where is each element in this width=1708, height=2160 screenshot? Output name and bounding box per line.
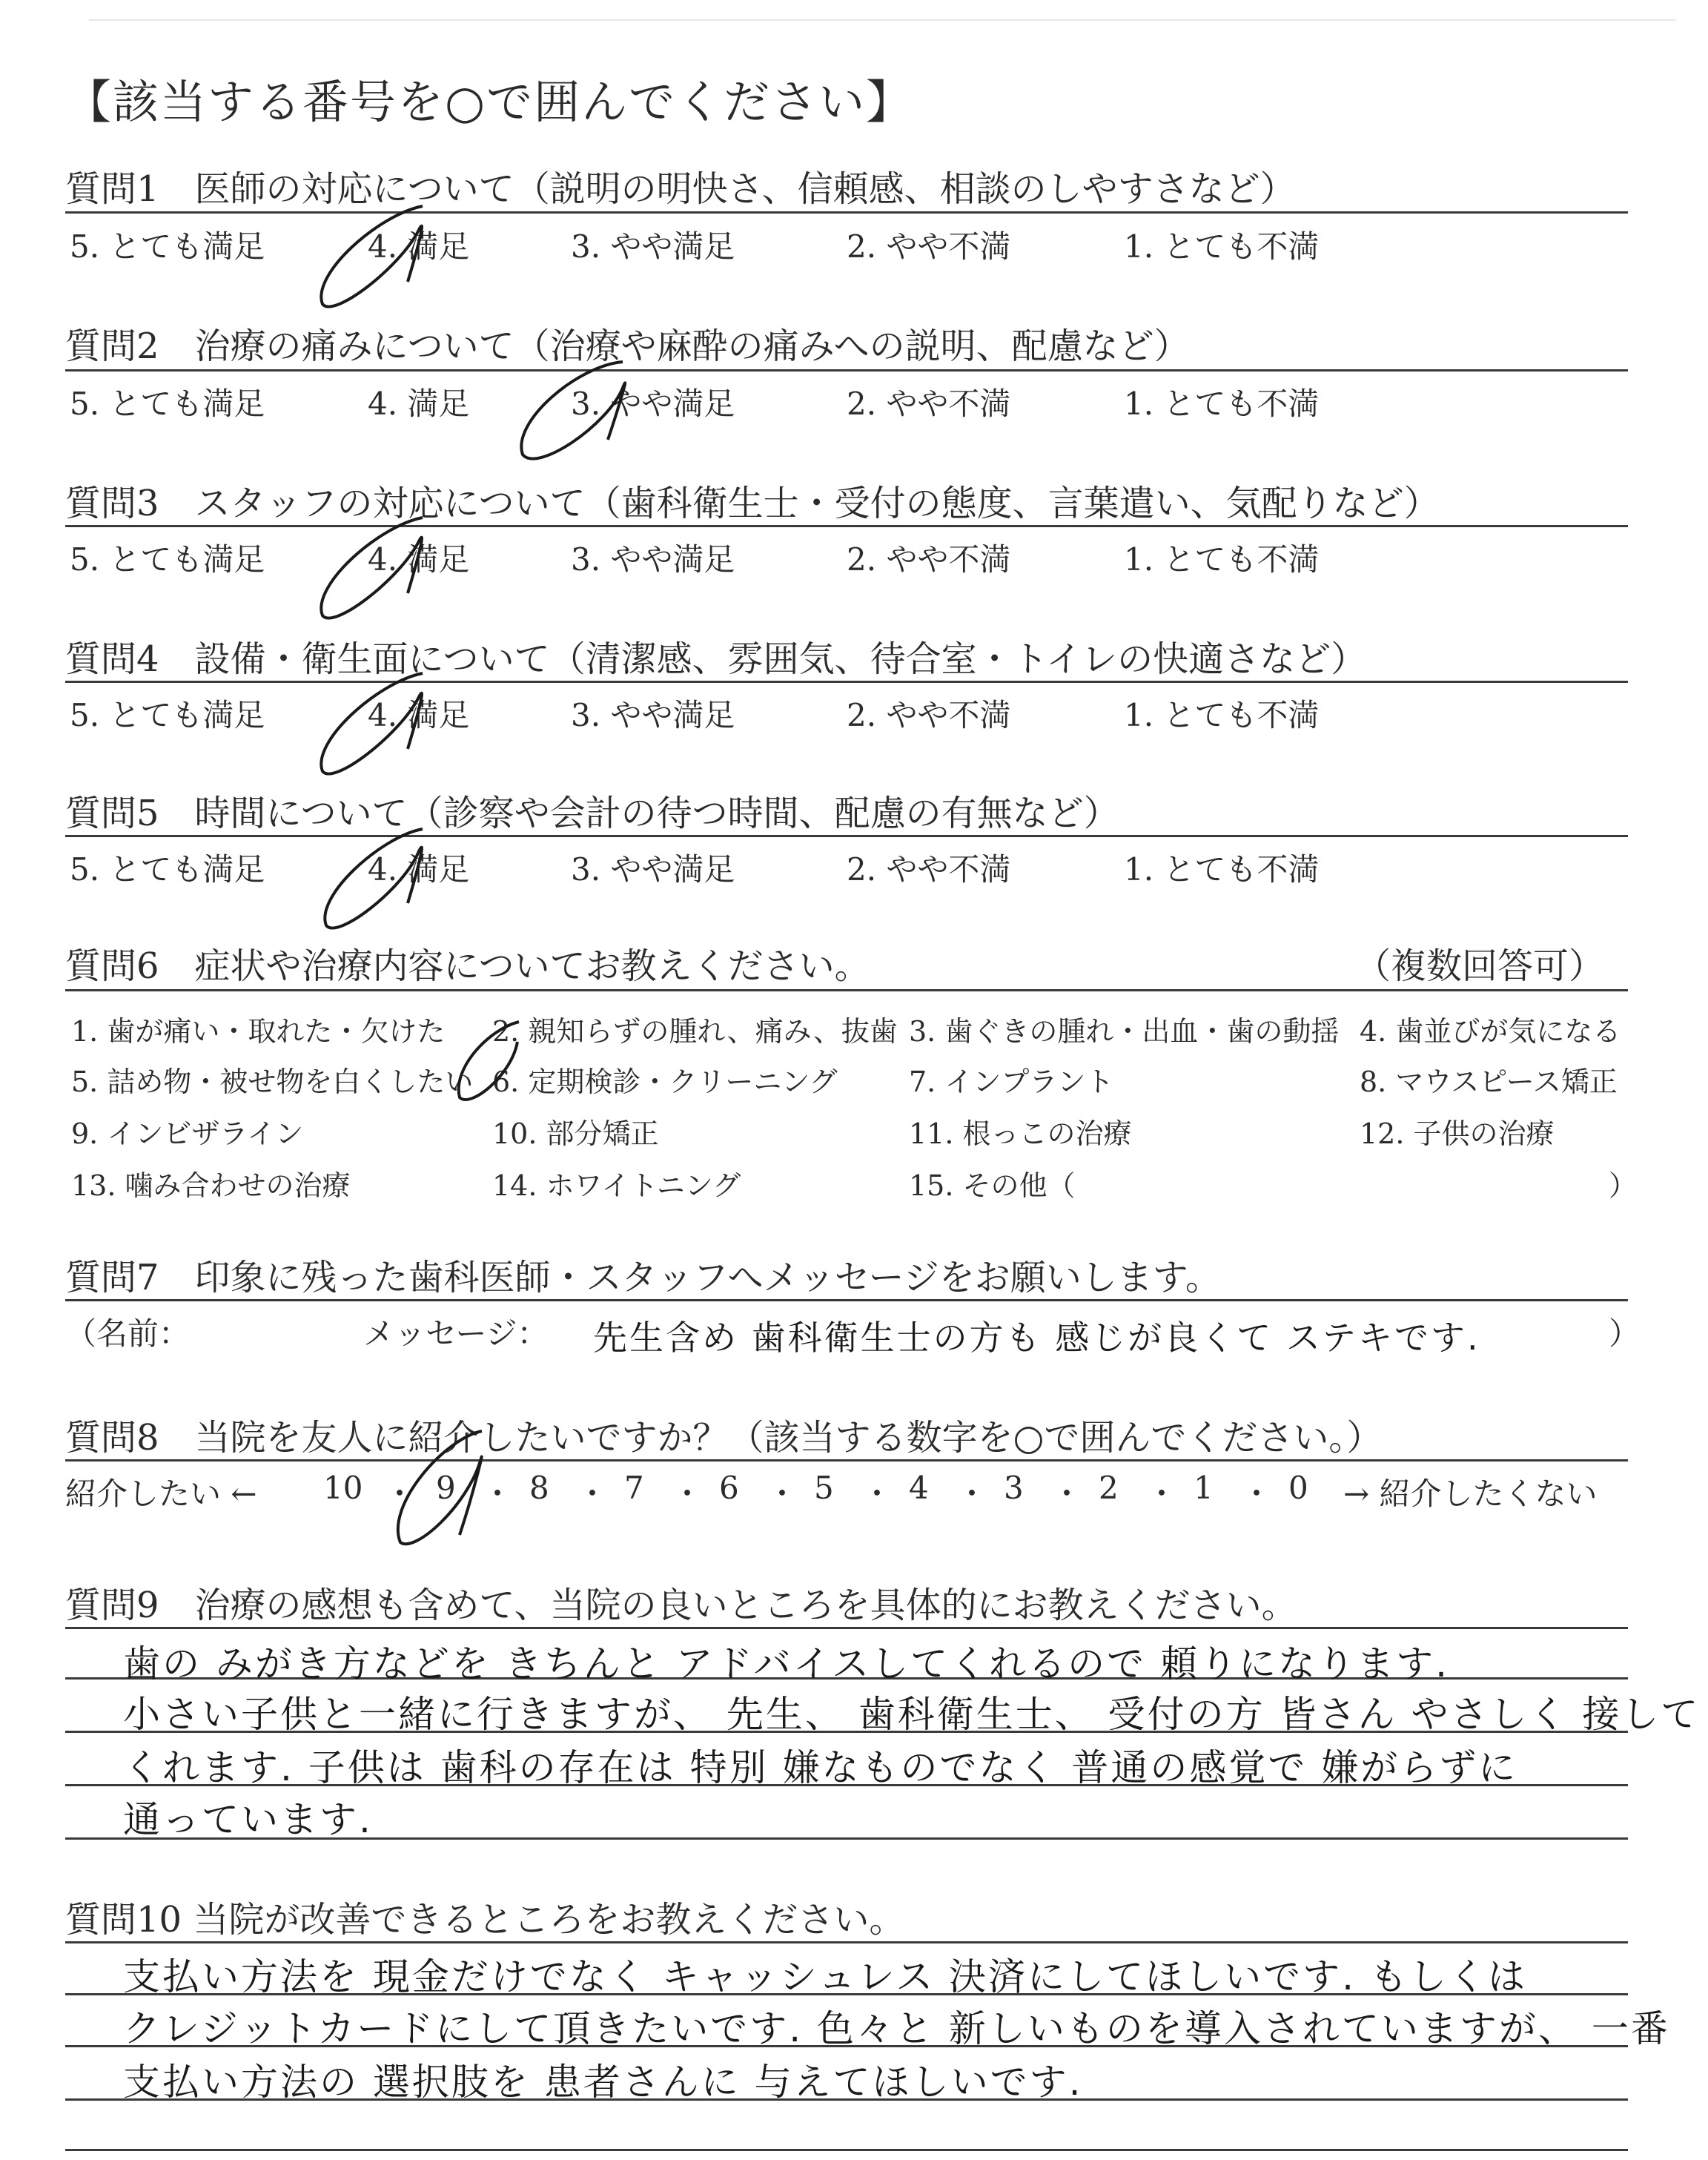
- q2-rule: [65, 369, 1628, 371]
- q1-title: 質問1 医師の対応について（説明の明快さ、信頼感、相談のしやすさなど）: [65, 168, 1296, 210]
- q8-scale-0[interactable]: 0: [1288, 1470, 1308, 1506]
- q4-option-4[interactable]: 4. 満足: [368, 697, 470, 733]
- q9-title: 質問9 治療の感想も含めて、当院の良いところを具体的にお教えください。: [65, 1585, 1297, 1626]
- q4-option-1[interactable]: 1. とても不満: [1124, 697, 1320, 733]
- q8-right-label: → 紹介したくない: [1343, 1476, 1598, 1512]
- q8-scale-7[interactable]: 7: [624, 1470, 644, 1506]
- q7-close-paren: ）: [1609, 1315, 1641, 1352]
- q8-scale-2[interactable]: 2: [1099, 1470, 1119, 1506]
- q6-option-12[interactable]: 12. 子供の治療: [1360, 1117, 1555, 1150]
- q8-scale-dot: ・: [384, 1476, 416, 1512]
- q8-scale-dot: ・: [1051, 1476, 1083, 1512]
- q5-selection-circle: [300, 822, 448, 940]
- q10-title: 質問10 当院が改善できるところをお教えください。: [65, 1899, 905, 1941]
- q8-scale-dot: ・: [861, 1476, 893, 1512]
- q8-scale-4[interactable]: 4: [909, 1470, 929, 1506]
- q6-note: （複数回答可）: [1355, 945, 1605, 987]
- q8-scale-dot: ・: [1146, 1476, 1178, 1512]
- q8-scale-3[interactable]: 3: [1004, 1470, 1024, 1506]
- q8-scale-dot: ・: [767, 1476, 798, 1512]
- q4-option-2[interactable]: 2. やや不満: [847, 697, 1011, 733]
- q2-selection-circle: [504, 354, 652, 473]
- q8-scale-9[interactable]: 9: [436, 1470, 456, 1506]
- q6-title: 質問6 症状や治療内容についてお教えください。: [65, 945, 870, 987]
- q6-selection-circle: [445, 1016, 534, 1112]
- q2-option-3[interactable]: 3. やや満足: [571, 386, 735, 422]
- q8-scale-dot: ・: [482, 1476, 514, 1512]
- q1-option-2[interactable]: 2. やや不満: [847, 228, 1011, 265]
- q6-option-5[interactable]: 5. 詰め物・被せ物を白くしたい: [71, 1066, 474, 1098]
- q1-option-5[interactable]: 5. とても満足: [70, 228, 265, 265]
- q8-left-label: 紹介したい ←: [65, 1476, 257, 1512]
- q5-option-5[interactable]: 5. とても満足: [70, 851, 265, 888]
- q8-scale-6[interactable]: 6: [719, 1470, 739, 1506]
- q1-option-4[interactable]: 4. 満足: [368, 228, 470, 265]
- q6-option-10[interactable]: 10. 部分矯正: [492, 1117, 659, 1150]
- q5-option-3[interactable]: 3. やや満足: [571, 851, 735, 888]
- q5-option-1[interactable]: 1. とても不満: [1124, 851, 1320, 888]
- q8-title: 質問8 当院を友人に紹介したいですか？（該当する数字を○で囲んでください。）: [65, 1417, 1383, 1459]
- q6-option-9[interactable]: 9. インビザライン: [71, 1117, 304, 1150]
- q8-scale-dot: ・: [1241, 1476, 1273, 1512]
- q7-rule: [65, 1299, 1628, 1301]
- page-header: 【該当する番号を○で囲んでください】: [65, 75, 914, 129]
- q6-option-2[interactable]: 2. 親知らずの腫れ、痛み、抜歯: [492, 1015, 898, 1048]
- q10-answer-line-2[interactable]: クレジットカードにして頂きたいです. 色々と 新しいものを導入されていますが、 一番: [123, 2007, 1670, 2050]
- q8-rule: [65, 1459, 1628, 1462]
- q3-option-2[interactable]: 2. やや不満: [847, 541, 1011, 578]
- q7-message[interactable]: 先生含め 歯科衛生士の方も 感じが良くて ステキです.: [593, 1318, 1480, 1358]
- q7-title: 質問7 印象に残った歯科医師・スタッフへメッセージをお願いします。: [65, 1257, 1221, 1298]
- q6-option-15[interactable]: 15. その他（: [909, 1169, 1076, 1202]
- q8-scale-dot: ・: [577, 1476, 609, 1512]
- q6-option-15-close: ）: [1609, 1169, 1638, 1202]
- q2-option-1[interactable]: 1. とても不満: [1124, 386, 1320, 422]
- q4-option-3[interactable]: 3. やや満足: [571, 697, 735, 733]
- q9-rule-1: [65, 1627, 1628, 1629]
- q5-option-4[interactable]: 4. 満足: [368, 851, 470, 888]
- q8-scale-5[interactable]: 5: [814, 1470, 834, 1506]
- q8-selection-circle: [371, 1424, 504, 1557]
- q2-option-4[interactable]: 4. 満足: [368, 386, 470, 422]
- top-border: [89, 19, 1675, 21]
- q7-name-label: （名前：: [65, 1315, 191, 1352]
- q4-selection-circle: [297, 667, 445, 786]
- q3-selection-circle: [297, 512, 445, 630]
- q10-answer-line-3[interactable]: 支払い方法の 選択肢を 患者さんに 与えてほしいです.: [123, 2061, 1083, 2104]
- q5-title: 質問5 時間について（診察や会計の待つ時間、配慮の有無など）: [65, 793, 1119, 834]
- q9-answer-line-4[interactable]: 通っています.: [123, 1798, 373, 1841]
- q7-message-label: メッセージ：: [363, 1315, 549, 1352]
- q3-option-4[interactable]: 4. 満足: [368, 541, 470, 578]
- q10-rule-1: [65, 1941, 1628, 1943]
- q6-option-8[interactable]: 8. マウスピース矯正: [1360, 1066, 1618, 1098]
- q6-option-11[interactable]: 11. 根っこの治療: [909, 1117, 1132, 1150]
- q10-rule-5: [65, 2149, 1628, 2151]
- q3-option-1[interactable]: 1. とても不満: [1124, 541, 1320, 578]
- q6-option-7[interactable]: 7. インプラント: [909, 1066, 1114, 1098]
- q6-option-14[interactable]: 14. ホワイトニング: [492, 1169, 741, 1202]
- q4-option-5[interactable]: 5. とても満足: [70, 697, 265, 733]
- q2-option-5[interactable]: 5. とても満足: [70, 386, 265, 422]
- q9-answer-line-2[interactable]: 小さい子供と一緒に行きますが、 先生、 歯科衛生士、 受付の方 皆さん やさしく 接して: [123, 1693, 1701, 1736]
- q3-option-5[interactable]: 5. とても満足: [70, 541, 265, 578]
- q6-option-4[interactable]: 4. 歯並びが気になる: [1360, 1015, 1621, 1048]
- q10-answer-line-1[interactable]: 支払い方法を 現金だけでなく キャッシュレス 決済にしてほしいです. もしくは: [123, 1955, 1527, 1998]
- q6-option-6[interactable]: 6. 定期検診・クリーニング: [492, 1066, 838, 1098]
- q5-option-2[interactable]: 2. やや不満: [847, 851, 1011, 888]
- q1-selection-circle: [297, 200, 445, 319]
- q6-rule: [65, 989, 1628, 991]
- q6-option-1[interactable]: 1. 歯が痛い・取れた・欠けた: [71, 1015, 446, 1048]
- q8-scale-8[interactable]: 8: [529, 1470, 549, 1506]
- q9-answer-line-3[interactable]: くれます. 子供は 歯科の存在は 特別 嫌なものでなく 普通の感覚で 嫌がらずに: [123, 1746, 1518, 1789]
- q3-option-3[interactable]: 3. やや満足: [571, 541, 735, 578]
- q1-option-1[interactable]: 1. とても不満: [1124, 228, 1320, 265]
- q9-answer-line-1[interactable]: 歯の みがき方などを きちんと アドバイスしてくれるので 頼りになります.: [123, 1642, 1449, 1685]
- q6-option-13[interactable]: 13. 噛み合わせの治療: [71, 1169, 351, 1202]
- q2-title: 質問2 治療の痛みについて（治療や麻酔の痛みへの説明、配慮など）: [65, 326, 1190, 367]
- q2-option-2[interactable]: 2. やや不満: [847, 386, 1011, 422]
- q8-scale-10[interactable]: 10: [323, 1470, 363, 1506]
- q8-scale-dot: ・: [956, 1476, 988, 1512]
- q1-option-3[interactable]: 3. やや満足: [571, 228, 735, 265]
- q8-scale-dot: ・: [672, 1476, 704, 1512]
- q4-title: 質問4 設備・衛生面について（清潔感、雰囲気、待合室・トイレの快適さなど）: [65, 638, 1367, 680]
- q8-scale-1[interactable]: 1: [1194, 1470, 1214, 1506]
- q3-title: 質問3 スタッフの対応について（歯科衛生士・受付の態度、言葉遣い、気配りなど）: [65, 483, 1440, 524]
- q6-option-3[interactable]: 3. 歯ぐきの腫れ・出血・歯の動揺: [909, 1015, 1340, 1048]
